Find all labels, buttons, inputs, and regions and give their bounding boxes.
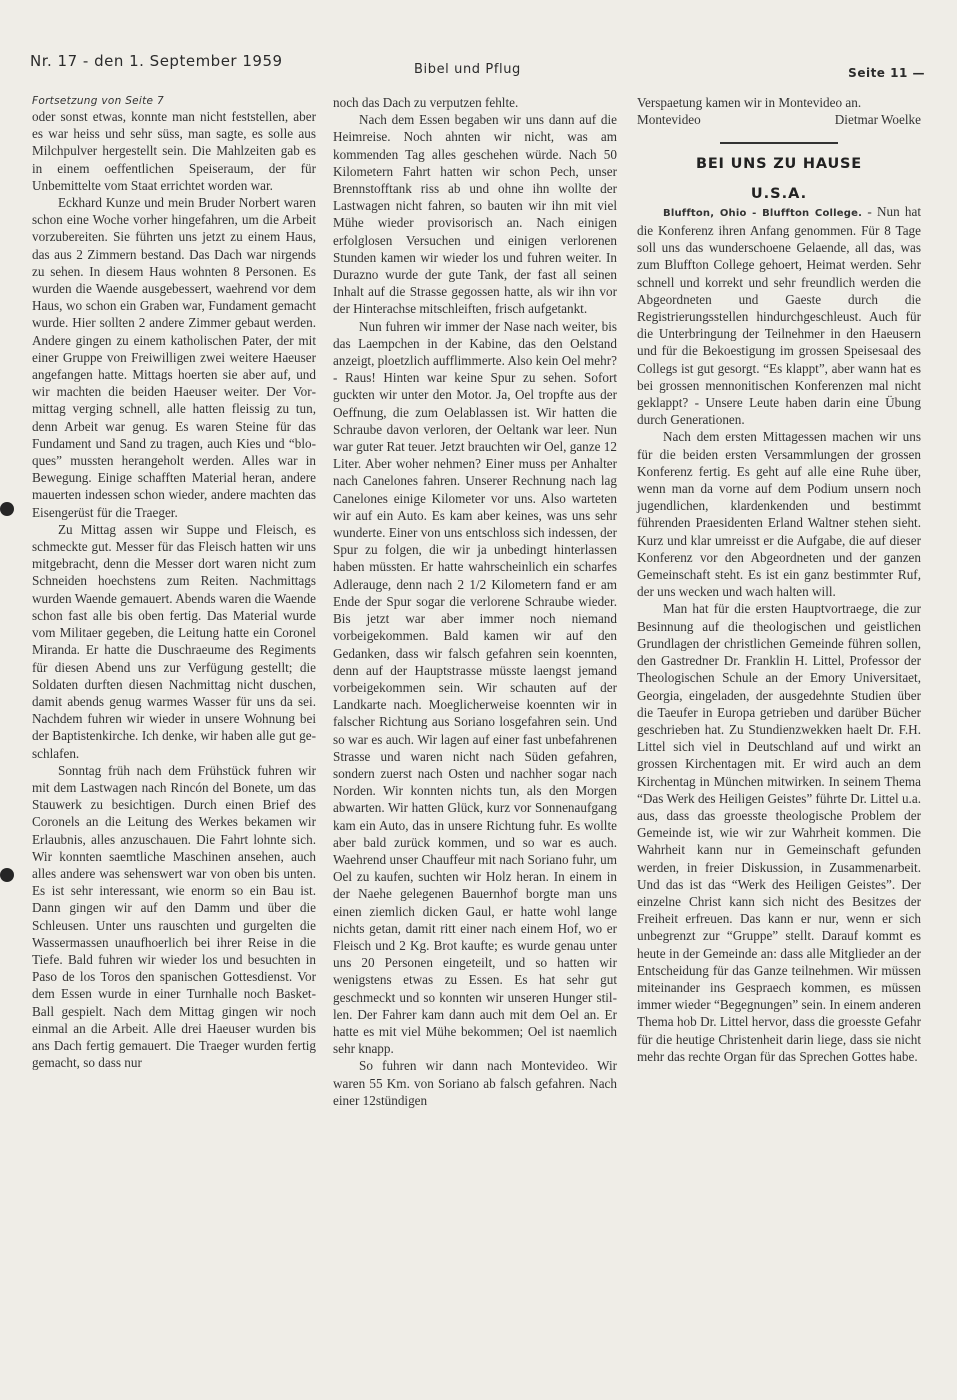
paragraph: Eckhard Kunze und mein Bruder Norbert waren schon eine Woche vorher hingefahren, um die Arbeit vorzubereiten. Sie führten uns jetzt zu einem Haus, das aus 2 Zimmern bestand. Das Dach war nirgends zu sehen. In diesem Haus wohnten 8 Personen. Es wurden die Waende ausgebessert, waehrend vor dem Haus, wo schon ein Graben war, Fundament gemacht wurde. Hier sollten 2 andere Zimmer gebaut werden. Andere gingen zu einem katholischen Pater, der mit einer Gruppe von Freiwilligen zwei weitere Haeuser angefangen hatte. Mittags hoerten sie aber auf, und wir machten die beiden Haeuser weiter. Der Vormittag verging schnell, alle hatten fleissig zu tun, denn Arbeit war genug. Es waren Steine für das Fundament und Sand zu tragen, auch Kies und “bloques” mussten herangeholt werden. Alles war in Bewegung. Einige schafften Material heran, andere mauerten indessen schon wieder, andere machten das Eisengerüst für die Traeger. [32,195,316,520]
page-number: Seite 11 — [848,66,925,80]
paragraph: Sonntag früh nach dem Frühstück fuhren wir mit dem Lastwagen nach Rincón del Bonete, um das Stauwerk zu besichtigen. Durch einen Brief des Coronels an die Leitung des Werkes bekamen wir Erlaubnis, alles anzuschauen. Die Fahrt lohnte sich. Wir konnten saemtliche Maschinen ansehen, auch alles andere was sehenswert war von oben bis unten. Es ist sehr interessant, wie enorm so ein Bau ist. Dann gingen wir auf den Damm und über die Schleusen. Unter uns rauschten und gurgelten die Wassermassen unaufhoerlich bei ihrer Reise in die Tiefe. Bald fuhren wir wieder los und besuchten in Paso de los Toros den spanischen Gottesdienst. Vor dem Essen wurde in einer Turnhalle noch Basket-Ball gespielt. Nach dem Mittag gingen wir noch einmal an die Arbeit. Alle drei Haeuser wurden bis ans Dach fertig gemauert. Die Traeger wurden fertig gemacht, so dass nur [32,762,316,1071]
section-divider [720,142,838,144]
signature-place: Montevideo [637,112,701,128]
subsection-title: U.S.A. [750,185,808,202]
section-title: BEI UNS ZU HAUSE [696,156,862,173]
paragraph: Nach dem Essen begaben wir uns dann auf die Heimreise. Noch ahnten wir nicht, was am kommenden Tag alles geschehen würde. Nach 50 Kilometern Fahrt hatten wir schon Pech, unser Brennstofftank riss ab und ohne ihn wollte der Lastwagen nicht fahren, so bauten wir ihn mit viel Mühe wieder provisorisch an. Nach einigen erfolglosen Versuchen und einigen verlorenen Stunden kamen wir wieder los und fuhren weiter. In Durazno wurde der gute Tank, der fast all seinen Inhalt auf die Strasse gegossen hatte, als wir ihn vor der Hinterachse mitschleiften, frisch aufgetankt. [333,112,617,317]
page-header [30,52,925,82]
signature-author: Dietmar Woelke [834,112,921,128]
paragraph: Nun hat die Konferenz ihren Anfang genommen. Für 8 Tage soll uns das wunderschoene Gelaende, all das, was zum Bluffton College gehoert, Heimat werden. Sehr schnell und korrekt und sehr freundlich werden die Abgeordneten und Gaeste durch die Registrierungsstellen hindurchgeschleust. Auch für die Unterbringung der Teilnehmer in den Haeusern und für die Bekoestigung im grossen Speisesaal des Collegs ist gut gesorgt. “Es klappt”, aber wann hat es bei grossen mennonitischen Konferenzen mal nicht geklappt? - Unsere Leute haben darin eine Übung durch Generationen. [637,203,921,428]
issue-date: Nr. 17 - den 1. September 1959 [30,52,283,70]
signature-line [637,111,921,128]
paragraph: Man hat für die ersten Hauptvortraege, die zur Besinnung auf die theologischen und geistlichen Grundlagen der christlichen Gemeinde führen sollen, den Gastredner Dr. Franklin H. Littel, Professor der Theologischen Schule an der Emory Universitaet, Georgia, eingeladen, der ausgedehnte Studien über die Taeufer in Europa getrieben und darüber Bücher geschrieben hat. Zu Stundienzwekken haelt Dr. F.H. Littel sich viel in Deutschland auf und wirkt an grossen Kirchentagen mit. Er wird auch an dem Kirchentag in München mitwirken. In seinem Thema “Das Werk des Heiligen Geistes” führte Dr. Littel u.a. aus, dass das groesste theologische Problem der Gemeinde ist, wie wir zur Wahrheit kommen. Die Wahrheit kann nur in Gemeinschaft gefunden werden, in freier Diskussion, in Zusammenarbeit. Und das ist das “Werk des Heiligen Geistes”. Der einzelne Christ kann sich nicht des Besitzes der Freiheit erfreuen. Das kann er nur, wenn er sich unbegrenzt zur “Gruppe” stellt. Darauf kommt es heute in der Gemeinde an: dass alle Mitglieder an der Entscheidung für das Ganze teilnehmen. Wir müssen miteinander ins Gespraech kommen, es müssen immer wieder “Begegnungen” sein. In einem anderen Thema hob Dr. Littel hervor, dass die groesste Gefahr für die heutige Christenheit darin liege, dass sie nicht mehr das rechte Organ für das Sprechen Gottes habe. [637,601,921,1064]
binding-hole-top [0,502,14,516]
paragraph: noch das Dach zu verputzen fehlte. [333,95,519,110]
paragraph: Zu Mittag assen wir Suppe und Fleisch, es schmeckte gut. Messer für das Fleisch hatten wir uns mitgebracht, denn die Messer dort waren nicht zum Schneiden hoechstens zum Reiten. Nachmittags wurden Waende gemauert. Abends waren die Waende schon fast alle bis oben fertig. Das Material wurde vom Militaer gegeben, die Leitung hatte ein Coronel Miranda. Er hatte die Duschraeume des Regiments für diesen Abend uns zur Verfügung gestellt; die Soldaten durften diesen Nachmittag nicht duschen, damit abends genug warmes Wasser für uns da sei. Nachdem fuhren wir wieder in unsere Wohnung bei der Baptistenkirche. Ich denke, wir haben alle gut geschlafen. [32,521,316,761]
paragraph: Nach dem ersten Mittagessen machen wir uns für die beiden ersten Versammlungen der grossen Konferenz fertig. Es geht auf alle eine Ruhe über, wenn man da vorne auf dem Podium unsern noch jugendlichen, klardenkenden und bestimmt führenden Praesidenten Erland Waltner stehen sieht. Kurz und klar umreisst er die Aufgabe, die auf dieser Konferenz vor den Abgeordneten und der ganzen Gemeinschaft steht. Es ist ein ganz bestimmter Ruf, der uns wecken und wach halten will. [637,429,921,600]
paragraph: So fuhren wir dann nach Montevideo. Wir waren 55 Km. von Soriano ab falsch gefahren. Nach einer 12stündigen [333,1058,617,1108]
column-1 [32,94,316,1071]
paragraph: Verspaetung kamen wir in Montevideo an. [637,95,862,110]
paragraph: oder sonst etwas, konnte man nicht feststellen, aber es war heiss und sehr süss, man sagte, es solle aus Milchpulver hergestellt sein. Die Mahlzeiten gab es in einem oeffentlichen Speiseraum, der für Unbemittelte vom Staat errichtet worden war. [32,109,316,193]
continuation-note: Fortsetzung von Seite 7 [32,95,164,107]
column-2 [333,94,617,1109]
column-3: Verspaetung kamen wir in Montevideo an. Montevideo Dietmar Woelke BEI UNS ZU HAUSE U.S.A. Bluffton, Ohio - Bluffton College. - Nun hat die Konferenz ihren Anfang genommen. Für 8 Tage soll uns das wunderschoene Gelaende, all das, was zum Bluffton College gehoert, Heimat werden. Sehr schnell und korrekt und sehr freundlich werden die Abgeordneten und Gaeste durch die Registrierungsstellen hindurchgeschleust. Auch für die Unterbringung der Teilnehmer in den Haeusern und für die Bekoestigung im grossen Speisesaal des Collegs ist gut gesorgt. “Es klappt”, aber wann hat es bei grossen mennonitischen Konferenzen mal nicht geklappt? - Unsere Leute haben darin eine Übung durch Generationen. Nach dem ersten Mittagessen machen wir uns für die beiden ersten Versammlungen der grossen Konferenz fertig. Es geht auf alle eine Ruhe über, wenn man da vorne auf dem Podium unsern noch jugendlichen, klardenkenden und bestimmt führenden Praesidenten Erland Waltner stehen sieht. Kurz und klar umreisst er die Aufgabe, die auf dieser Konferenz vor den Abgeordneten und der ganzen Gemeinschaft steht. Es ist ein ganz bestimmter Ruf, der uns wecken und wach halten will. Man hat für die ersten Hauptvortraege, die zur Besinnung auf die theologischen und geistlichen Grundlagen der christlichen Gemeinde führen sollen, den Gastredner Dr. Franklin H. Littel, Professor der Theologischen Schule an der Emory Universitaet, Georgia, eingeladen, der ausgedehnte Studien über die Taeufer in Europa getrieben und darüber Bücher geschrieben hat. Zu Stundienzwekken haelt Dr. F.H. Littel sich viel in Deutschland auf und wirkt an grossen Kirchentagen mit. Er wird auch an dem Kirchentag in München mitwirken. In seinem Thema “Das Werk des Heiligen Geistes” führte Dr. Littel u.a. aus, dass das groesste theologische Problem der Gemeinde ist, wie wir zur Wahrheit kommen. Die Wahrheit kann nur in Gemeinschaft gefunden werden, in freier Diskussion, in Zusammenarbeit. Und das ist das “Werk des Heiligen Geistes”. Der einzelne Christ kann sich nicht des Besitzes der Freiheit erfreuen. Das kann er nur, wenn er sich unbegrenzt zur “Gruppe” stellt. Darauf kommt es heute in der Gemeinde an: dass alle Mitglieder an der Entscheidung für das Ganze teilnehmen. Wir müssen miteinander ins Gespraech kommen, es müssen immer wieder “Begegnungen” sein. In einem anderen Thema hob Dr. Littel hervor, dass die groesste Gefahr für die heutige Christenheit darin liege, dass sie nicht mehr das rechte Organ für das Sprechen Gottes habe. [637,95,921,1064]
dateline: Bluffton, Ohio - Bluffton College. [663,207,863,219]
paragraph: Nun fuhren wir immer der Nase nach weiter, bis das Laempchen in der Kabine, das den Oelstand anzeigt, ploetzlich aufflimmerte. Also kein Oel mehr? - Raus! Hinten war keine Spur zu sehen. Sofort guckten wir unter den Motor. Ja, Oel tropfte aus der Oeffnung, die zum Oelablassen ist. Wir hatten die Schraube davon verloren, der Oeltank war leer. Nun war guter Rat teuer. Jetzt brauchten wir Oel, ganze 12 Liter. Aber woher nehmen? Einer muss per Anhalter nach Canelones fahren. Unserer Rechnung nach lag Canelones einige Kilometer vor uns. Also warteten wir auf ein Auto. Es kam aber keines, was uns sehr wunderte. Einer von uns entschloss sich indessen, der Spur zu folgen, die wir ja unbedingt hinterlassen haben müssten. Er hatte wahrscheinlich ein scharfes Adlerauge, denn nach 2 1/2 Kilometern fand er am Ende der Spur sogar die verlorene Schraube wieder. Bis jetzt war aber immer noch niemand vorbeigekommen. Bald kamen wir auf den Gedanken, dass wir falsch gefahren sein koennten, denn auf der Hauptstrasse müsste laengst jemand vorbeigekommen sein. Wir schauten auf der Landkarte nach. Moeglicherweise koennten wir in falscher Richtung aus Soriano losgefahren sein. Und so war es auch. Wir lagen auf einer fast unbefahrenen Strasse und waren nicht nach Süden gefahren, sondern zuerst nach Osten und nachher sogar nach Norden. Wir konnten nichts tun, als den Morgen abwarten. Wir hatten Glück, kurz vor Sonnenaufgang kam ein Auto, das in unsere Richtung fuhr. Es wollte aber bald zurück kommen, und so war es auch. Waehrend unser Chauffeur mit nach Soriano fuhr, um Oel zu kaufen, suchten wir Holz heran. In einem in der Naehe gelegenen Bauernhof borgte man uns einen ziemlich dicken Gaul, er hatte wohl lange nichts getan, damit ritt einer nach einem Hof, wo er Fleisch und 2 Kg. Brot kaufte; es wurde genau unter uns 20 Personen eingeteilt, und so hatten wir wenigstens etwas zu Essen. Es hat sehr gut geschmeckt und so konnten wir unseren Hunger stillen. Der Fahrer kam dann auch mit dem Oel an. Er hatte es mit viel Mühe bekommen; Oel ist naemlich sehr knapp. [333,318,617,1057]
binding-hole-bottom [0,868,14,882]
publication-title: Bibel und Pflug [414,62,521,77]
